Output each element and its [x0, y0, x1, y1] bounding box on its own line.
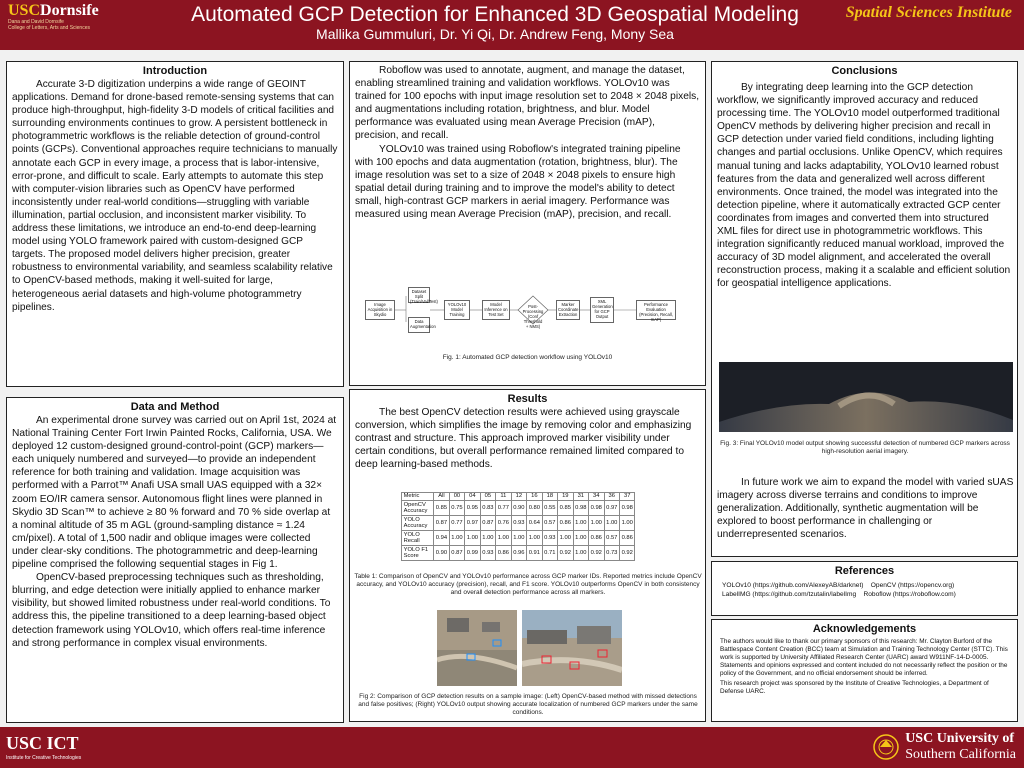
table-cell: 0.73 [604, 546, 619, 561]
flow-step-7: Marker Coordinate Extraction [556, 300, 580, 320]
table-cell: 1.00 [604, 516, 619, 531]
table-cell: 0.86 [558, 516, 573, 531]
table-cell: 0.86 [589, 531, 604, 546]
table-cell: 0.94 [434, 531, 449, 546]
results-table [401, 492, 635, 561]
fig3-caption: Fig. 3: Final YOLOv10 model output showing successful detection of numbered GCP markers across high-resolution aerial imagery. [720, 440, 1010, 455]
flow-step-9: Performance Evaluation (Precision, Recall, mAP) [636, 300, 676, 320]
table-cell: 0.98 [620, 501, 635, 516]
table-cell: 0.93 [511, 516, 526, 531]
table-cell: 0.92 [620, 546, 635, 561]
usc-line-2: Southern California [905, 747, 1016, 762]
usc-university-logo [905, 731, 1016, 763]
table-cell: 1.00 [496, 531, 511, 546]
table-header-cell: 19 [558, 493, 573, 501]
table-cell: 0.55 [542, 501, 557, 516]
poster-footer [0, 727, 1024, 768]
table-header-cell: 00 [449, 493, 464, 501]
table-cell: 1.00 [449, 531, 464, 546]
flow-step-8: XML Generation for GCP Output [590, 297, 614, 323]
table-header-cell: 11 [496, 493, 511, 501]
fig3-point-cloud-image [719, 362, 1013, 432]
table-row [402, 546, 635, 561]
table-cell: 0.90 [511, 501, 526, 516]
method-text-1: An experimental drone survey was carried out on April 1st, 2024 at National Training Center Fort Irwin Painted Rocks, California, USA. We deployed 12 custom-designed ground-control-point (GCP) markers—each uniquely numbered and surveyed—to provide an independent reference for both training and validation. Image acquisition was performed with a Parrot™ Anafi USA small UAS equipped with a 32× zoom EO/IR camera sensor. Autonomous flight lines were planned in Skydio 3D Scan™ to achieve ≥ 80 % forward and 70 % side overlap at a nominal altitude of 35 m AGL (ground-sampling distance ≈ 1.24 cm/pixel). A total of 1,500 nadir and oblique images were collected under clear-sky conditions. The photogrammetric and deep-learning pipeline comprised the following sequential stages in Fig 1. [12, 415, 337, 571]
table-cell: 0.87 [434, 516, 449, 531]
table-cell: 0.96 [511, 546, 526, 561]
table-cell: 0.64 [527, 516, 542, 531]
table-cell: OpenCV Accuracy [402, 501, 434, 516]
table-header-cell: Metric [402, 493, 434, 501]
poster-header [0, 0, 1024, 50]
table-cell: 0.93 [480, 546, 495, 561]
table1-caption: Table 1: Comparison of OpenCV and YOLOv10 performance across GCP marker IDs. Reported metrics include OpenCV accuracy, and YOLOv10 accuracy (precision), recall, and F1 score. YOLOv10 outperforms OpenCV in both consistency and overall detection performance across all markers. [354, 573, 702, 596]
table-header-cell: 05 [480, 493, 495, 501]
introduction-panel [6, 61, 344, 387]
table-header-cell: 36 [604, 493, 619, 501]
table-cell: 1.00 [465, 531, 480, 546]
table-cell: 0.77 [449, 516, 464, 531]
table-row [402, 516, 635, 531]
conclusions-text: By integrating deep learning into the GCP detection workflow, we significantly improved accuracy and reduced processing time. The YOLOv10 model outperformed traditional OpenCV methods by delivering higher precision and recall in GCP detection under varied field conditions, including lighting changes and partial occlusions. Unlike OpenCV, which requires manual tuning and lacks adaptability, YOLOv10 learned robust features from the data and generalized well across different environments. Once trained, the model was integrated into the detection pipeline, where it automatically extracted GCP center coordinates from images and converted them into structured XML files for direct use in photogrammetric workflows. This integration significantly reduced manual workload, improved the accuracy of 3D model alignment, and accelerated the overall reconstruction process, making it a scalable and efficient solution for geospatial intelligence applications. [717, 82, 1011, 290]
table-cell: 1.00 [573, 531, 588, 546]
table-cell: 0.97 [604, 501, 619, 516]
table-cell: 0.76 [496, 516, 511, 531]
method-panel [6, 397, 344, 723]
introduction-text: Accurate 3-D digitization underpins a wide range of GEOINT applications. Demand for drone-based remote-sensing systems that can produce high-throughput, high-fidelity 3-D models of critical facilities and surrounding environments continues to grow. A persistent bottleneck in photogrammetric workflows is the reliable detection of ground-control points (GCPs). Conventional approaches require technicians to manually annotate each GCP in every image, a process that is labor-intensive, error-prone, and difficult to scale. Early attempts to automate this step with computer-vision libraries such as OpenCV have performed inconsistently under real-world conditions—struggling with variable illumination, partial occlusion, and inconsistent marker visibility. To address these limitations, we introduce an end-to-end deep-learning model using YOLO framework paired with custom-designed GCP targets. The proposed model delivers higher precision, greater robustness to environmental variability, and seamless scalability relative to OpenCV-based methods, making it well-suited for large, heterogeneous aerial datasets and high-volume photogrammetry pipelines. [12, 79, 338, 313]
table-cell: YOLO F1 Score [402, 546, 434, 561]
table-cell: 0.87 [449, 546, 464, 561]
table-cell: 1.00 [527, 531, 542, 546]
reference-roboflow[interactable]: Roboflow (https://roboflow.com) [863, 591, 956, 598]
usc-line-1: USC University of [905, 731, 1015, 746]
institute-name: Spatial Sciences Institute [845, 4, 1012, 21]
references-row-2 [712, 590, 1017, 599]
reference-labelimg[interactable]: LabelIMG (https://github.com/tzutalin/labelImg [722, 591, 857, 598]
table-header-cell: 37 [620, 493, 635, 501]
table-header-row [402, 493, 635, 501]
fig2-image-yolo [522, 610, 622, 686]
fig2-image-opencv [437, 610, 517, 686]
logo-sub-1: Dana and David Dornsife [8, 19, 64, 25]
table-cell: 0.85 [434, 501, 449, 516]
fig3-point-cloud-graphic [719, 362, 1013, 432]
logo-sub-2: College of Letters, Arts and Sciences [8, 25, 90, 31]
flow-step-3: Data Augmentation [408, 317, 430, 333]
table-cell: 1.00 [511, 531, 526, 546]
reference-yolo[interactable]: YOLOv10 (https://github.com/AlexeyAB/darknet) [722, 582, 864, 589]
conclusions-panel [711, 61, 1018, 557]
training-text-1: Roboflow was used to annotate, augment, and manage the dataset, enabling streamlined training and validation workflows. YOLOv10 was trained for 100 epochs with input image resolution set to 2048 × 2048 pixels, and augmentations including rotation, brightness, and blur. Model performance was evaluated using mean Average Precision (mAP), precision, and recall. [355, 65, 700, 142]
table-header-cell: 04 [465, 493, 480, 501]
table-cell: 0.92 [589, 546, 604, 561]
poster-title: Automated GCP Detection for Enhanced 3D Geospatial Modeling [191, 3, 799, 26]
table-cell: YOLO Recall [402, 531, 434, 546]
logo-usc: USC [8, 2, 41, 19]
table-cell: 0.98 [589, 501, 604, 516]
table-cell: 0.97 [465, 516, 480, 531]
table-cell: 0.57 [604, 531, 619, 546]
training-text-2: YOLOv10 was trained using Roboflow's integrated training pipeline with 100 epochs and data augmentation (rotation, brightness, blur). The image resolution was set to a size of 2048 × 2048 pixels to ensure high spatial detail during training and to improve the model's ability to detect small, high-contrast GCP markers in aerial imagery. Performance was measured using mean Average Precision (mAP), precision, and recall. [355, 143, 681, 221]
references-title: References [834, 565, 895, 577]
results-title: Results [507, 393, 548, 405]
table-cell: 1.00 [558, 531, 573, 546]
table-cell: 0.93 [542, 531, 557, 546]
table-cell: 0.80 [527, 501, 542, 516]
table-row [402, 501, 635, 516]
table-cell: 0.98 [573, 501, 588, 516]
table-cell: 0.85 [558, 501, 573, 516]
logo-dornsife: Dornsife [40, 2, 99, 19]
table-cell: 1.00 [620, 516, 635, 531]
table-cell: YOLO Accuracy [402, 516, 434, 531]
table-cell: 0.86 [496, 546, 511, 561]
flow-step-2: Dataset Split (Train/Val/Test) [410, 289, 438, 304]
usc-dornsife-logo [8, 3, 158, 31]
table-cell: 0.90 [434, 546, 449, 561]
future-work-text: In future work we aim to expand the model with varied sUAS imagery across diverse terrains and conditions to improve generalization. Additionally, synthetic augmentation will be explored to boost performance in challenging or underrepresented scenarios. [717, 477, 1014, 541]
flow-step-1: Image Acquisition in Skydio [365, 300, 395, 320]
table-header-cell: 18 [542, 493, 557, 501]
flow-step-5: Model Inference on Test Set [482, 300, 510, 320]
fig2-caption: Fig 2: Comparison of GCP detection results on a sample image: (Left) OpenCV-based method with missed detections and false positives; (Right) YOLOv10 output showing accurate localization of numbered GCP markers under the same conditions. [358, 693, 698, 716]
fig1-caption: Fig. 1: Automated GCP detection workflow using YOLOv10 [442, 354, 613, 361]
flow-step-4: YOLOv10 Model Training [444, 300, 470, 320]
references-row-1 [712, 581, 1017, 590]
acknowledgements-text-2: This research project was sponsored by the Institute of Creative Technologies, a Department of Defense UARC. [720, 680, 989, 695]
conclusions-title: Conclusions [831, 65, 898, 77]
table-cell: 0.87 [480, 516, 495, 531]
method-text-2: OpenCV-based preprocessing techniques such as thresholding, blurring, and edge detection were initially applied to enhance marker visibility, but showed limited robustness under real-world conditions. To address this, the pipeline transitioned to a deep learning-based object detection framework using YOLOv10, which offers real-time inference and strong performance in complex visual environments. [12, 572, 331, 649]
table-cell: 1.00 [573, 516, 588, 531]
results-text: The best OpenCV detection results were achieved using grayscale conversion, which simplifies the image by removing color and emphasizing contrast and structure. This approach improved marker visibility under certain conditions, but overall performance remained limited compared to deep learning-based methods. [355, 407, 692, 471]
workflow-diagram [358, 282, 698, 347]
table-cell: 1.00 [480, 531, 495, 546]
acknowledgements-panel [711, 619, 1018, 722]
method-title: Data and Method [130, 401, 220, 413]
table-cell: 0.92 [558, 546, 573, 561]
ict-subtitle: Institute for Creative Technologies [6, 755, 82, 761]
table-cell: 0.57 [542, 516, 557, 531]
table-cell: 1.00 [589, 516, 604, 531]
table-header-cell: All [434, 493, 449, 501]
introduction-title: Introduction [142, 65, 208, 77]
table-cell: 0.77 [496, 501, 511, 516]
poster-authors: Mallika Gummuluri, Dr. Yi Qi, Dr. Andrew Feng, Mony Sea [316, 26, 674, 42]
table-cell: 0.83 [480, 501, 495, 516]
table-cell: 0.91 [527, 546, 542, 561]
reference-opencv[interactable]: OpenCV (https://opencv.org) [870, 582, 955, 589]
references-panel [711, 561, 1018, 616]
table-cell: 1.00 [573, 546, 588, 561]
table-cell: 0.95 [465, 501, 480, 516]
usc-seal-icon [872, 733, 900, 761]
table-header-cell: 31 [573, 493, 588, 501]
usc-ict-logo [6, 733, 81, 761]
table-row [402, 531, 635, 546]
flow-step-6: Post-Processing (Conf Threshold + NMS) [522, 304, 544, 329]
table-header-cell: 34 [589, 493, 604, 501]
acknowledgements-title: Acknowledgements [812, 623, 917, 635]
table-header-cell: 12 [511, 493, 526, 501]
ict-name: USC ICT [6, 733, 79, 753]
table-cell: 0.99 [465, 546, 480, 561]
table-cell: 0.86 [620, 531, 635, 546]
table-cell: 0.71 [542, 546, 557, 561]
acknowledgements-text-1: The authors would like to thank our primary sponsors of this research: Mr. Clayton Burford of the Battlespace Content Creation (BCC) team at Simulation and Training Technology Center (STTC). This work is supported by University Affiliated Research Center (UARC) award W911NF-14-D-0005. Statements and opinions expressed and content included do not necessarily reflect the position or the policy of the Government, and no official endorsement should be inferred. [720, 638, 1008, 677]
table-header-cell: 16 [527, 493, 542, 501]
table-cell: 0.75 [449, 501, 464, 516]
